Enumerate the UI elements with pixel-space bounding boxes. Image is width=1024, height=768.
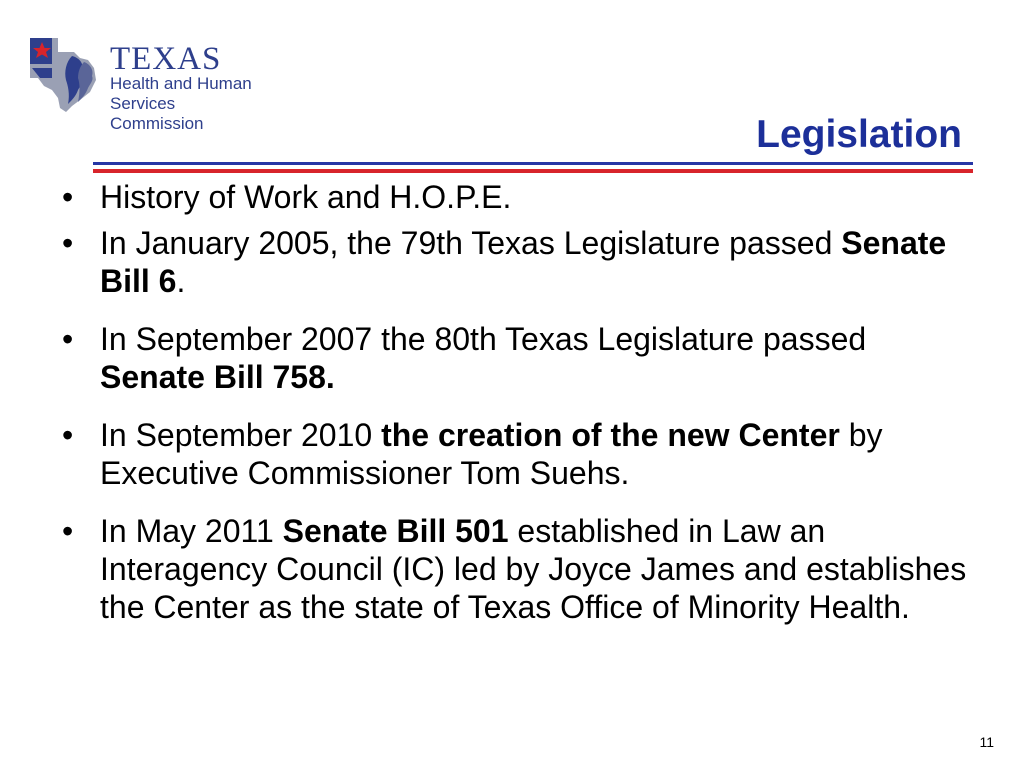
bullet-text: In May 2011 — [100, 513, 283, 549]
hhsc-logo — [28, 34, 268, 133]
bullet-item — [58, 512, 978, 626]
bullet-text: established in Law an Interagency Council (IC) led by Joyce James and establishes the Center as the state of Texas Office of Minority Health. — [100, 513, 967, 625]
bullet-text: In September 2010 — [100, 417, 382, 453]
bullet-item — [58, 178, 978, 216]
page-number: 11 — [979, 734, 994, 750]
bullet-bold-text: Senate Bill 758. — [100, 359, 335, 395]
texas-map-faces-icon — [28, 34, 108, 114]
bullet-bold-text: the creation of the new Center — [381, 417, 840, 453]
bullet-bold-text: Senate Bill 6 — [100, 225, 947, 299]
logo-services-text: Services Commission — [110, 94, 204, 133]
bullet-text: by Executive Commissioner Tom Suehs. — [100, 417, 883, 491]
logo-health-text: Health and Human — [110, 74, 252, 93]
bullet-item — [58, 416, 978, 492]
bullet-bold-text: Senate Bill 501 — [282, 513, 509, 549]
bullet-text: History of Work and H.O.P.E. — [100, 179, 512, 215]
bullet-text: In September 2007 the 80th Texas Legislature passed — [100, 321, 867, 357]
logo-wordmark — [110, 41, 268, 134]
bullet-text: . — [176, 263, 186, 299]
slide-title: Legislation — [756, 113, 962, 156]
title-rule-blue — [93, 162, 973, 165]
title-rule-red — [93, 169, 973, 173]
bullet-item — [58, 224, 978, 300]
logo-texas-text: TEXAS — [110, 41, 222, 77]
bullet-text: In January 2005, the 79th Texas Legislature passed — [100, 225, 842, 261]
bullet-item — [58, 320, 978, 396]
bullet-list — [58, 178, 978, 626]
